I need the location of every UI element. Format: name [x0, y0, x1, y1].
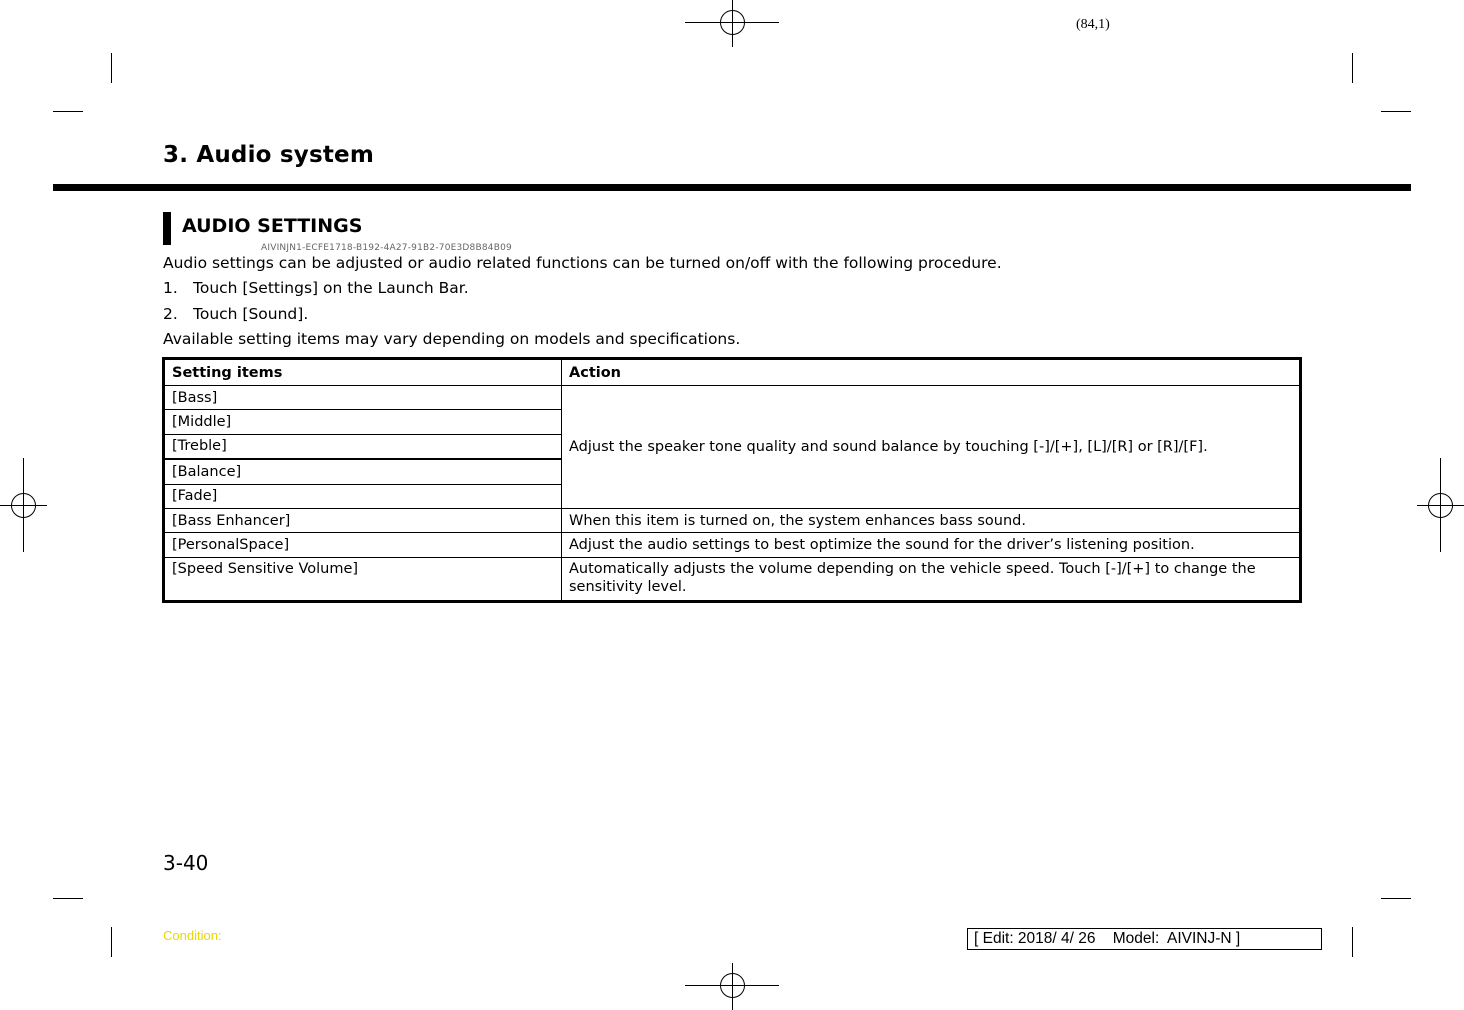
table-header-row: [164, 359, 1301, 386]
step-item: [163, 279, 469, 297]
table-row: [164, 533, 1301, 557]
setting-item-cell: [Bass]: [164, 386, 562, 410]
section-marker-bar: [163, 212, 171, 245]
setting-item-cell: [Bass Enhancer]: [164, 508, 562, 532]
chapter-divider: [53, 184, 1411, 191]
step-number: 1.: [163, 279, 178, 297]
chapter-title: 3. Audio system: [163, 142, 375, 168]
condition-label: Condition:: [163, 928, 222, 943]
page-reference: (84,1): [1076, 17, 1110, 32]
setting-item-cell: [Balance]: [164, 459, 562, 484]
setting-item-cell: [Middle]: [164, 410, 562, 434]
setting-item-cell: [PersonalSpace]: [164, 533, 562, 557]
table-row: [164, 386, 1301, 410]
audio-settings-table: [162, 357, 1302, 603]
availability-note: Available setting items may vary depending on models and specifications.: [163, 330, 741, 348]
setting-item-cell: [Fade]: [164, 484, 562, 508]
setting-item-cell: [Treble]: [164, 434, 562, 459]
table-row: [164, 557, 1301, 601]
section-title: AUDIO SETTINGS: [182, 215, 363, 237]
step-number: 2.: [163, 305, 178, 323]
edit-info-box: [ Edit: 2018/ 4/ 26 Model: AIVINJ-N ]: [967, 928, 1322, 950]
action-cell: Automatically adjusts the volume depending on the vehicle speed. Touch [-]/[+] to change the sensitivity level.: [562, 557, 1301, 601]
step-item: [163, 305, 308, 323]
intro-paragraph: Audio settings can be adjusted or audio related functions can be turned on/off with the following procedure.: [163, 254, 1002, 272]
step-text: Touch [Settings] on the Launch Bar.: [193, 279, 469, 297]
page-number: 3-40: [163, 851, 209, 875]
document-id: AIVINJN1-ECFE1718-B192-4A27-91B2-70E3D8B84B09: [261, 243, 512, 253]
setting-item-cell: [Speed Sensitive Volume]: [164, 557, 562, 601]
column-header-setting-items: Setting items: [164, 359, 562, 386]
step-text: Touch [Sound].: [193, 305, 309, 323]
action-cell: Adjust the audio settings to best optimize the sound for the driver’s listening position.: [562, 533, 1301, 557]
grouped-action-cell: Adjust the speaker tone quality and sound balance by touching [-]/[+], [L]/[R] or [R]/[F].: [562, 386, 1301, 509]
column-header-action: Action: [562, 359, 1301, 386]
table-row: [164, 508, 1301, 532]
action-cell: When this item is turned on, the system enhances bass sound.: [562, 508, 1301, 532]
